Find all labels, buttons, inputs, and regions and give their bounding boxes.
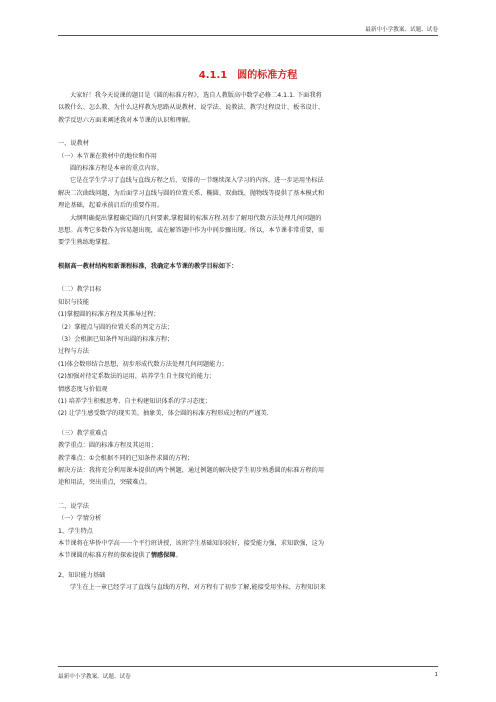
paragraph-line: 要学生熟练地掌握。 (58, 239, 114, 247)
subsection-heading: （二）教学目标 (58, 286, 102, 294)
goal-line: (1)体会数形结合思想，初步形成代数方法处理几何问题能力； (58, 360, 228, 368)
document-body (58, 90, 438, 595)
goal-line: 知识与技能 (58, 298, 89, 306)
document-title: 4.1.1 圆的标准方程 (198, 70, 298, 81)
paragraph-line: 思想。高考它多数作为容易题出现，或在解答题中作为中间步骤出现。所以，本节课非常重要，需 (58, 227, 325, 235)
paragraph-line: 大纲明确提出掌握确定圆的几何要素,掌握圆的标准方程.初步了解用代数方法处理几何问题的 (70, 214, 322, 222)
goal-line: （2）掌握点与圆的位置关系的判定方法； (58, 323, 174, 331)
footer-divider (58, 666, 438, 667)
section-heading: 二、说学法 (58, 502, 89, 510)
goal-line: (1) 培养学生积极思考、自主构建知识体系的学习态度； (58, 397, 212, 405)
subsection-heading: （一）本节课在教材中的地位和作用 (58, 152, 157, 160)
keypoint-line: 教学重点：圆的标准方程及其运用； (58, 442, 157, 450)
objectives-intro: 根据高一教材结构和新课程标准，我确定本节课的教学目标如下： (58, 262, 238, 270)
goal-line: （3）会根据已知条件写出圆的标准方程； (58, 335, 174, 343)
goal-line: (1)掌握圆的标准方程及其推导过程； (58, 311, 160, 319)
goal-line: 过程与方法 (58, 348, 89, 356)
item-heading: 2、知识能力基础 (58, 571, 106, 579)
intro-line: 教学反思六方面来阐述我对本节课的认识和理解。 (58, 116, 195, 124)
keypoint-line: 教学难点：①会根据不同的已知条件求圆的方程； (58, 454, 194, 462)
page-number: 1 (434, 672, 438, 678)
page-footer: 最新中小学教案、试题、试卷 (58, 674, 131, 680)
page-header: 最新中小学教案、试题、试卷 (365, 27, 438, 33)
paragraph-line: 解决二次曲线问题，为后面学习直线与圆的位置关系、椭圆、双曲线、抛物线等提供了基本模式和 (58, 189, 325, 197)
text-run: 。 (175, 552, 182, 560)
paragraph-line: 本节课将在华侨中学高一一个平行班讲授，该班学生基础知识较好，接受能力强，求知欲强，这为 (58, 540, 325, 547)
intro-line: 以教什么、怎么教、为什么这样教为思路从说教材、说学法、说教法、教学过程设计、板书设计、 (58, 104, 325, 112)
section-heading: 一、说教材 (58, 140, 89, 148)
paragraph-line: 学生在上一章已经学习了直线与直线的方程，对方程有了初步了解,能接受用坐标、方程知识来 (70, 584, 326, 592)
paragraph-line (58, 550, 438, 562)
goal-line: (2) 让学生感受数学的现实美、抽象美，体会圆的标准方程形成过程的严谨美. (58, 410, 269, 418)
item-heading: 1、学生特点 (58, 527, 93, 535)
goal-line: 情感态度与价值观 (58, 385, 108, 393)
header-divider (58, 35, 438, 36)
paragraph-line: 理论基础，起着承前启后的重要作用。 (58, 202, 164, 210)
keypoint-line: 途和用法，突出重点，突破难点。 (58, 479, 151, 487)
paragraph-line: 圆的标准方程是本章的重点内容。 (70, 165, 163, 173)
subsection-heading: （一）学情分析 (58, 515, 102, 523)
subsection-heading: （三）教学重难点 (58, 429, 108, 437)
intro-line: 大家好！我今天说课的题目是《圆的标准方程》，选自人教版高中数学必修二4.1.1. 下面我将 (70, 92, 322, 99)
emphasis-text: 情感保障 (150, 552, 176, 560)
goal-line: (2)加强对待定系数法的运用，培养学生自主探究的能力； (58, 373, 216, 381)
keypoint-line: 解决方法：我将充分利用课本提供的两个例题，通过例题的解决使学生初步熟悉圆的标准方程的用 (58, 466, 325, 474)
paragraph-line: 它是在学生学习了直线与直线方程之后，安排的一节继续深入学习的内容，进一步运用坐标法 (70, 177, 324, 185)
text-run: 本节课圆的标准方程的探索提供了 (58, 552, 151, 560)
